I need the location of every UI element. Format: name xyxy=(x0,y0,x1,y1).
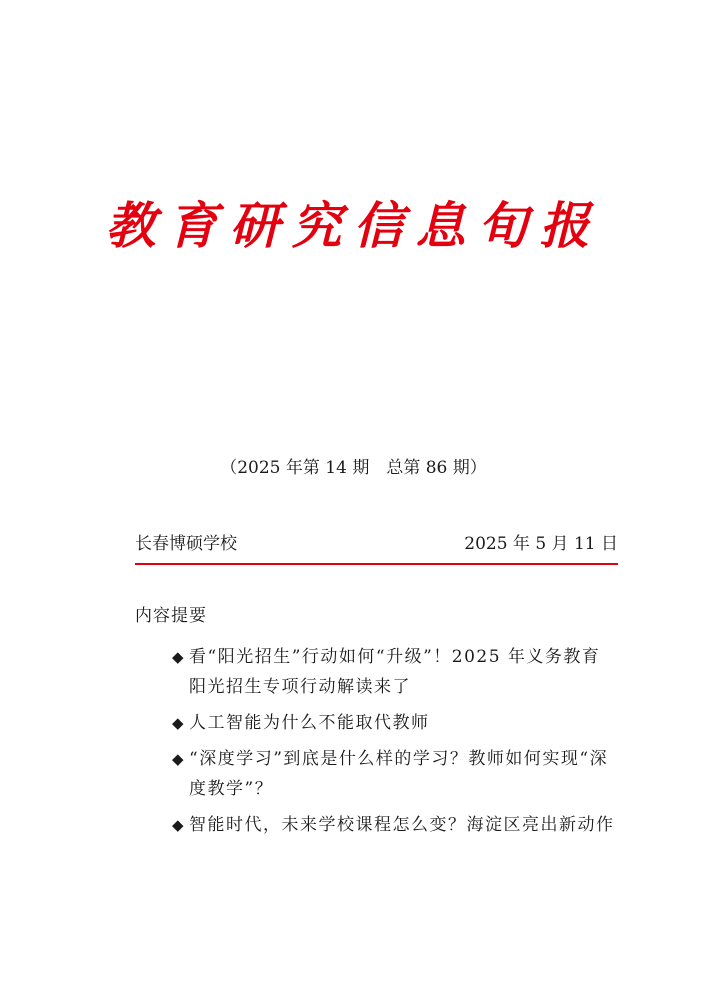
red-divider xyxy=(135,563,618,565)
summary-list xyxy=(172,642,618,846)
summary-item xyxy=(172,642,618,702)
school-name: 长春博硕学校 xyxy=(135,534,237,554)
meta-row xyxy=(135,532,618,556)
black-diamond-icon: ◆ xyxy=(172,648,186,666)
issue-number: （2025 年第 14 期 总第 86 期） xyxy=(220,458,487,478)
issue-date: 2025 年 5 月 11 日 xyxy=(464,534,618,554)
masthead-title: 教育研究信息旬报 xyxy=(105,196,602,255)
summary-item-text: 看“阳光招生”行动如何“升级”！2025 年义务教育阳光招生专项行动解读来了 xyxy=(189,647,601,697)
summary-item xyxy=(172,810,618,840)
summary-item-text: “深度学习”到底是什么样的学习？教师如何实现“深度教学”？ xyxy=(189,749,609,799)
summary-item xyxy=(172,708,618,738)
summary-item-text: 智能时代，未来学校课程怎么变？海淀区亮出新动作 xyxy=(189,815,615,835)
summary-heading: 内容提要 xyxy=(135,606,207,626)
summary-item-text: 人工智能为什么不能取代教师 xyxy=(189,713,430,733)
black-diamond-icon: ◆ xyxy=(172,750,186,768)
black-diamond-icon: ◆ xyxy=(172,714,186,732)
black-diamond-icon: ◆ xyxy=(172,816,186,834)
summary-item xyxy=(172,744,618,804)
